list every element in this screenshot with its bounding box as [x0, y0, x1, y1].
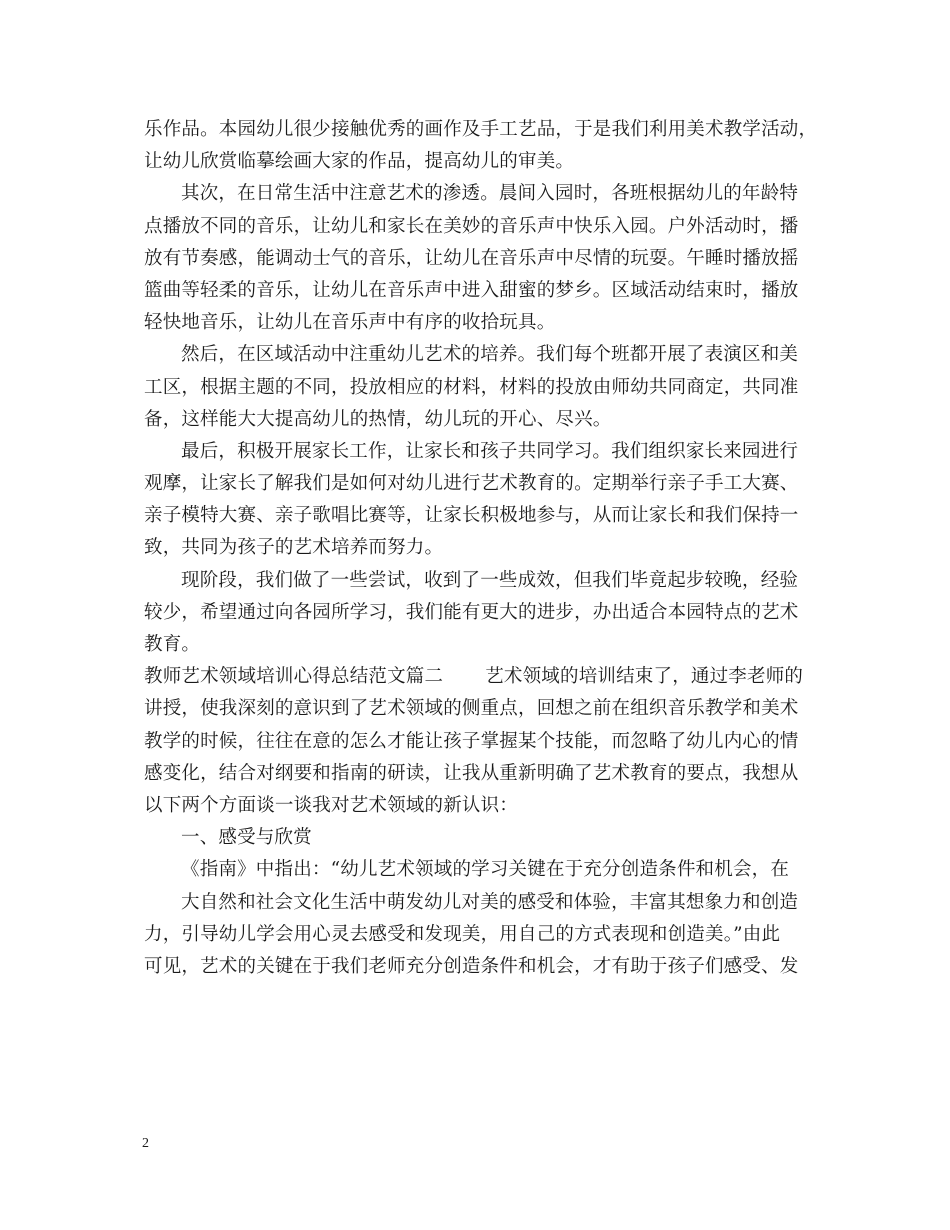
text-line: 放有节奏感，能调动士气的音乐，让幼儿在音乐声中尽情的玩耍。午睡时播放摇 — [144, 247, 799, 269]
document-body — [144, 114, 818, 983]
text-line: 让幼儿欣赏临摹绘画大家的作品，提高幼儿的审美。 — [144, 151, 575, 173]
text-line: 教学的时候，往往在意的怎么才能让孩子掌握某个技能，而忽略了幼儿内心的情 — [144, 730, 799, 752]
text-line: 较少，希望通过向各园所学习，我们能有更大的进步，办出适合本园特点的艺术 — [144, 601, 799, 623]
text-line: 最后，积极开展家长工作，让家长和孩子共同学习。我们组织家长来园进行 — [181, 440, 799, 462]
body-text-block-2 — [144, 693, 804, 983]
text-line: 现阶段，我们做了一些尝试，收到了一些成效，但我们毕竟起步较晚，经验 — [181, 569, 799, 591]
text-line: 教育。 — [144, 634, 201, 655]
text-line: 观摩，让家长了解我们是如何对幼儿进行艺术教育的。定期举行亲子手工大赛、 — [144, 473, 799, 495]
text-line: 篮曲等轻柔的音乐，让幼儿在音乐声中进入甜蜜的梦乡。区域活动结束时，播放 — [144, 279, 799, 301]
text-line: 亲子模特大赛、亲子歌唱比赛等，让家长积极地参与，从而让家长和我们保持一 — [144, 505, 799, 527]
section-heading-line — [144, 661, 804, 693]
text-line: 力，引导幼儿学会用心灵去感受和发现美，用自己的方式表现和创造美。”由此 — [144, 923, 781, 945]
text-line: 感变化，结合对纲要和指南的研读，让我从重新明确了艺术教育的要点，我想从 — [144, 762, 799, 784]
text-line: 一、感受与欣赏 — [181, 827, 312, 849]
text-line: 致，共同为孩子的艺术培养而努力。 — [144, 537, 444, 559]
text-line: 以下两个方面谈一谈我对艺术领域的新认识： — [144, 794, 519, 816]
text-line: 可见，艺术的关键在于我们老师充分创造条件和机会，才有助于孩子们感受、发 — [144, 955, 799, 977]
text-line: 点播放不同的音乐，让幼儿和家长在美妙的音乐声中快乐入园。户外活动时，播 — [144, 215, 799, 237]
section-opening-text: 艺术领域的培训结束了，通过李老师的 — [485, 666, 804, 688]
text-line: 讲授，使我深刻的意识到了艺术领域的侧重点，回想之前在组织音乐教学和美术 — [144, 698, 799, 720]
section-title: 教师艺术领域培训心得总结范文篇二 — [144, 666, 444, 688]
page-number: 2 — [142, 1136, 149, 1151]
body-text-block-1 — [144, 114, 818, 661]
text-line: 大自然和社会文化生活中萌发幼儿对美的感受和体验，丰富其想象力和创造 — [181, 891, 799, 913]
text-line: 乐作品。本园幼儿很少接触优秀的画作及手工艺品，于是我们利用美术教学活动， — [144, 119, 818, 140]
text-line: 备，这样能大大提高幼儿的热情，幼儿玩的开心、尽兴。 — [144, 408, 612, 430]
text-line: 轻快地音乐，让幼儿在音乐声中有序的收拾玩具。 — [144, 312, 556, 334]
text-line: 其次，在日常生活中注意艺术的渗透。晨间入园时，各班根据幼儿的年龄特 — [181, 183, 799, 205]
text-line: 工区，根据主题的不同，投放相应的材料，材料的投放由师幼共同商定，共同准 — [144, 376, 799, 398]
text-line: 《指南》中指出：“幼儿艺术领域的学习关键在于充分创造条件和机会，在 — [181, 859, 790, 881]
text-line: 然后，在区域活动中注重幼儿艺术的培养。我们每个班都开展了表演区和美 — [181, 344, 799, 366]
